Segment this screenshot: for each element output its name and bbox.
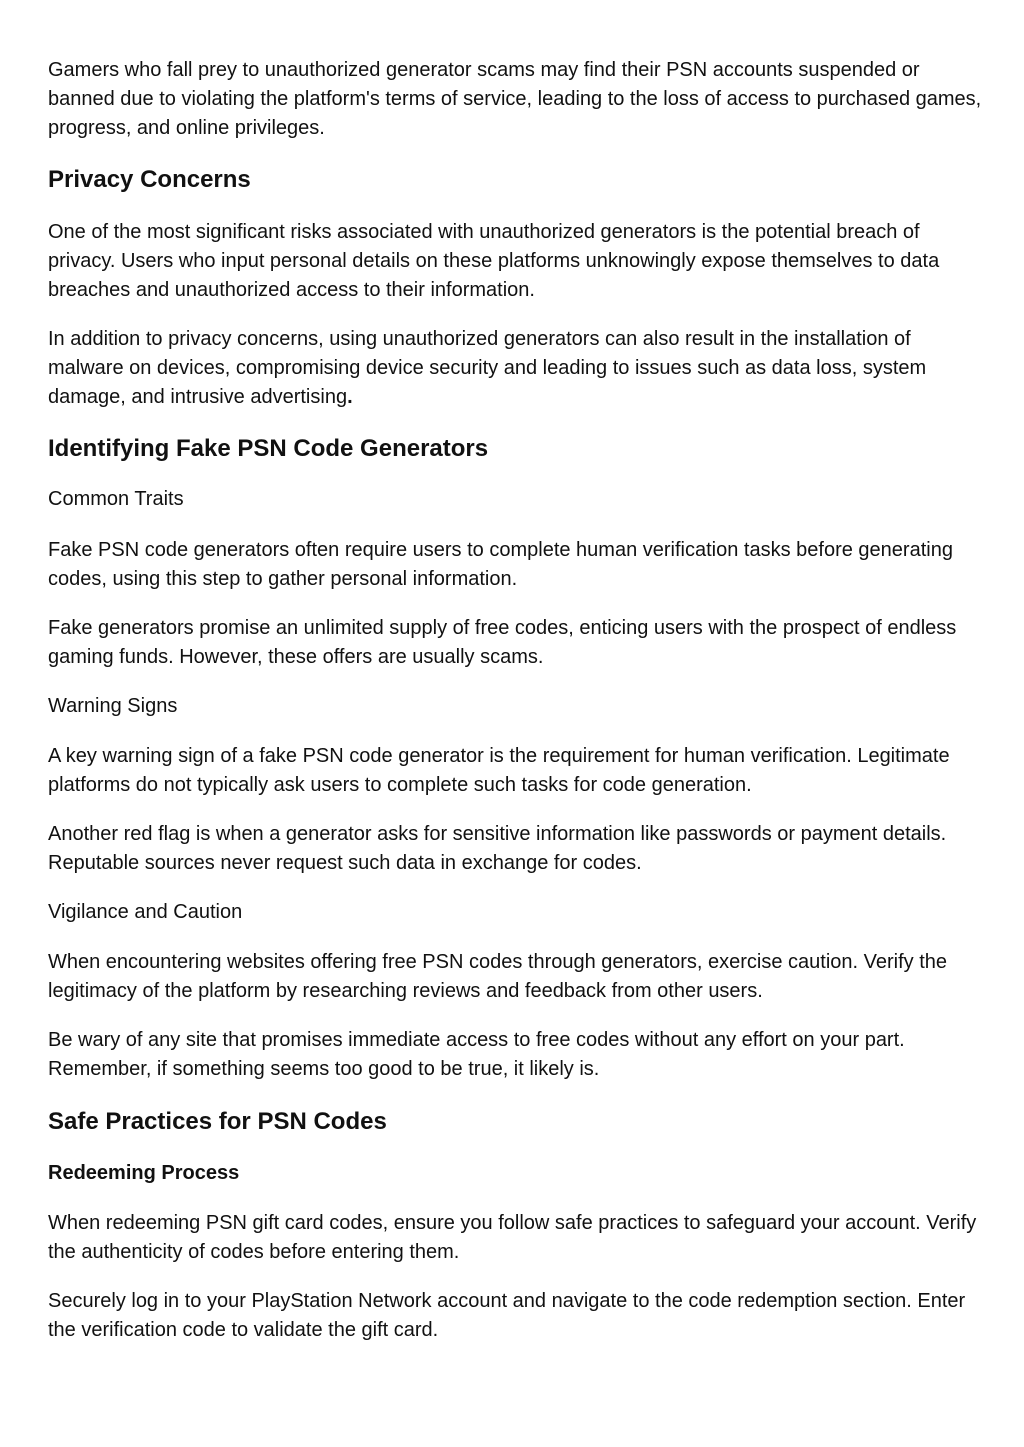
identifying-fake-generators-heading: Identifying Fake PSN Code Generators (48, 435, 489, 462)
safe-practices-paragraph-1: When redeeming PSN gift card codes, ensure you follow safe practices to safeguard your account. Verify the authenticity of codes before entering them. (48, 1212, 977, 1263)
safe-practices-paragraph-2: Securely log in to your PlayStation Network account and navigate to the code redemption section. Enter the verification code to validate the gift card. (48, 1290, 966, 1341)
vigilance-paragraph-2: Be wary of any site that promises immediate access to free codes without any effort on your part. Remember, if something seems too good to be true, it likely is. (48, 1029, 905, 1080)
common-traits-paragraph-1: Fake PSN code generators often require users to complete human verification tasks before generating codes, using this step to gather personal information. (48, 539, 953, 590)
safe-practices-heading: Safe Practices for PSN Codes (48, 1108, 387, 1135)
privacy-paragraph-2-text: In addition to privacy concerns, using unauthorized generators can also result in the installation of malware on devices, compromising device security and leading to issues such as data loss, system damage, and intrusive advertising (48, 328, 927, 408)
common-traits-label: Common Traits (48, 488, 184, 510)
privacy-paragraph-2-end: . (347, 386, 353, 408)
privacy-concerns-heading: Privacy Concerns (48, 166, 251, 193)
warning-signs-paragraph-2: Another red flag is when a generator asks for sensitive information like passwords or payment details. Reputable sources never request such data in exchange for codes. (48, 823, 947, 874)
vigilance-paragraph-1: When encountering websites offering free PSN codes through generators, exercise caution. Verify the legitimacy of the platform by researching reviews and feedback from other users. (48, 951, 948, 1002)
warning-signs-paragraph-1: A key warning sign of a fake PSN code generator is the requirement for human verification. Legitimate platforms do not typically ask users to complete such tasks for code generation. (48, 745, 950, 796)
redeeming-process-subheading: Redeeming Process (48, 1162, 240, 1184)
common-traits-paragraph-2: Fake generators promise an unlimited supply of free codes, enticing users with the prospect of endless gaming funds. However, these offers are usually scams. (48, 617, 957, 668)
intro-paragraph: Gamers who fall prey to unauthorized generator scams may find their PSN accounts suspended or banned due to violating the platform's terms of service, leading to the loss of access to purchased games, progress, and online privileges. (48, 59, 982, 139)
privacy-paragraph-1: One of the most significant risks associated with unauthorized generators is the potential breach of privacy. Users who input personal details on these platforms unknowingly expose themselves to data breaches and unauthorized access to their information. (48, 221, 940, 301)
warning-signs-label: Warning Signs (48, 695, 178, 717)
privacy-paragraph-2 (48, 325, 983, 412)
vigilance-caution-label: Vigilance and Caution (48, 901, 243, 923)
